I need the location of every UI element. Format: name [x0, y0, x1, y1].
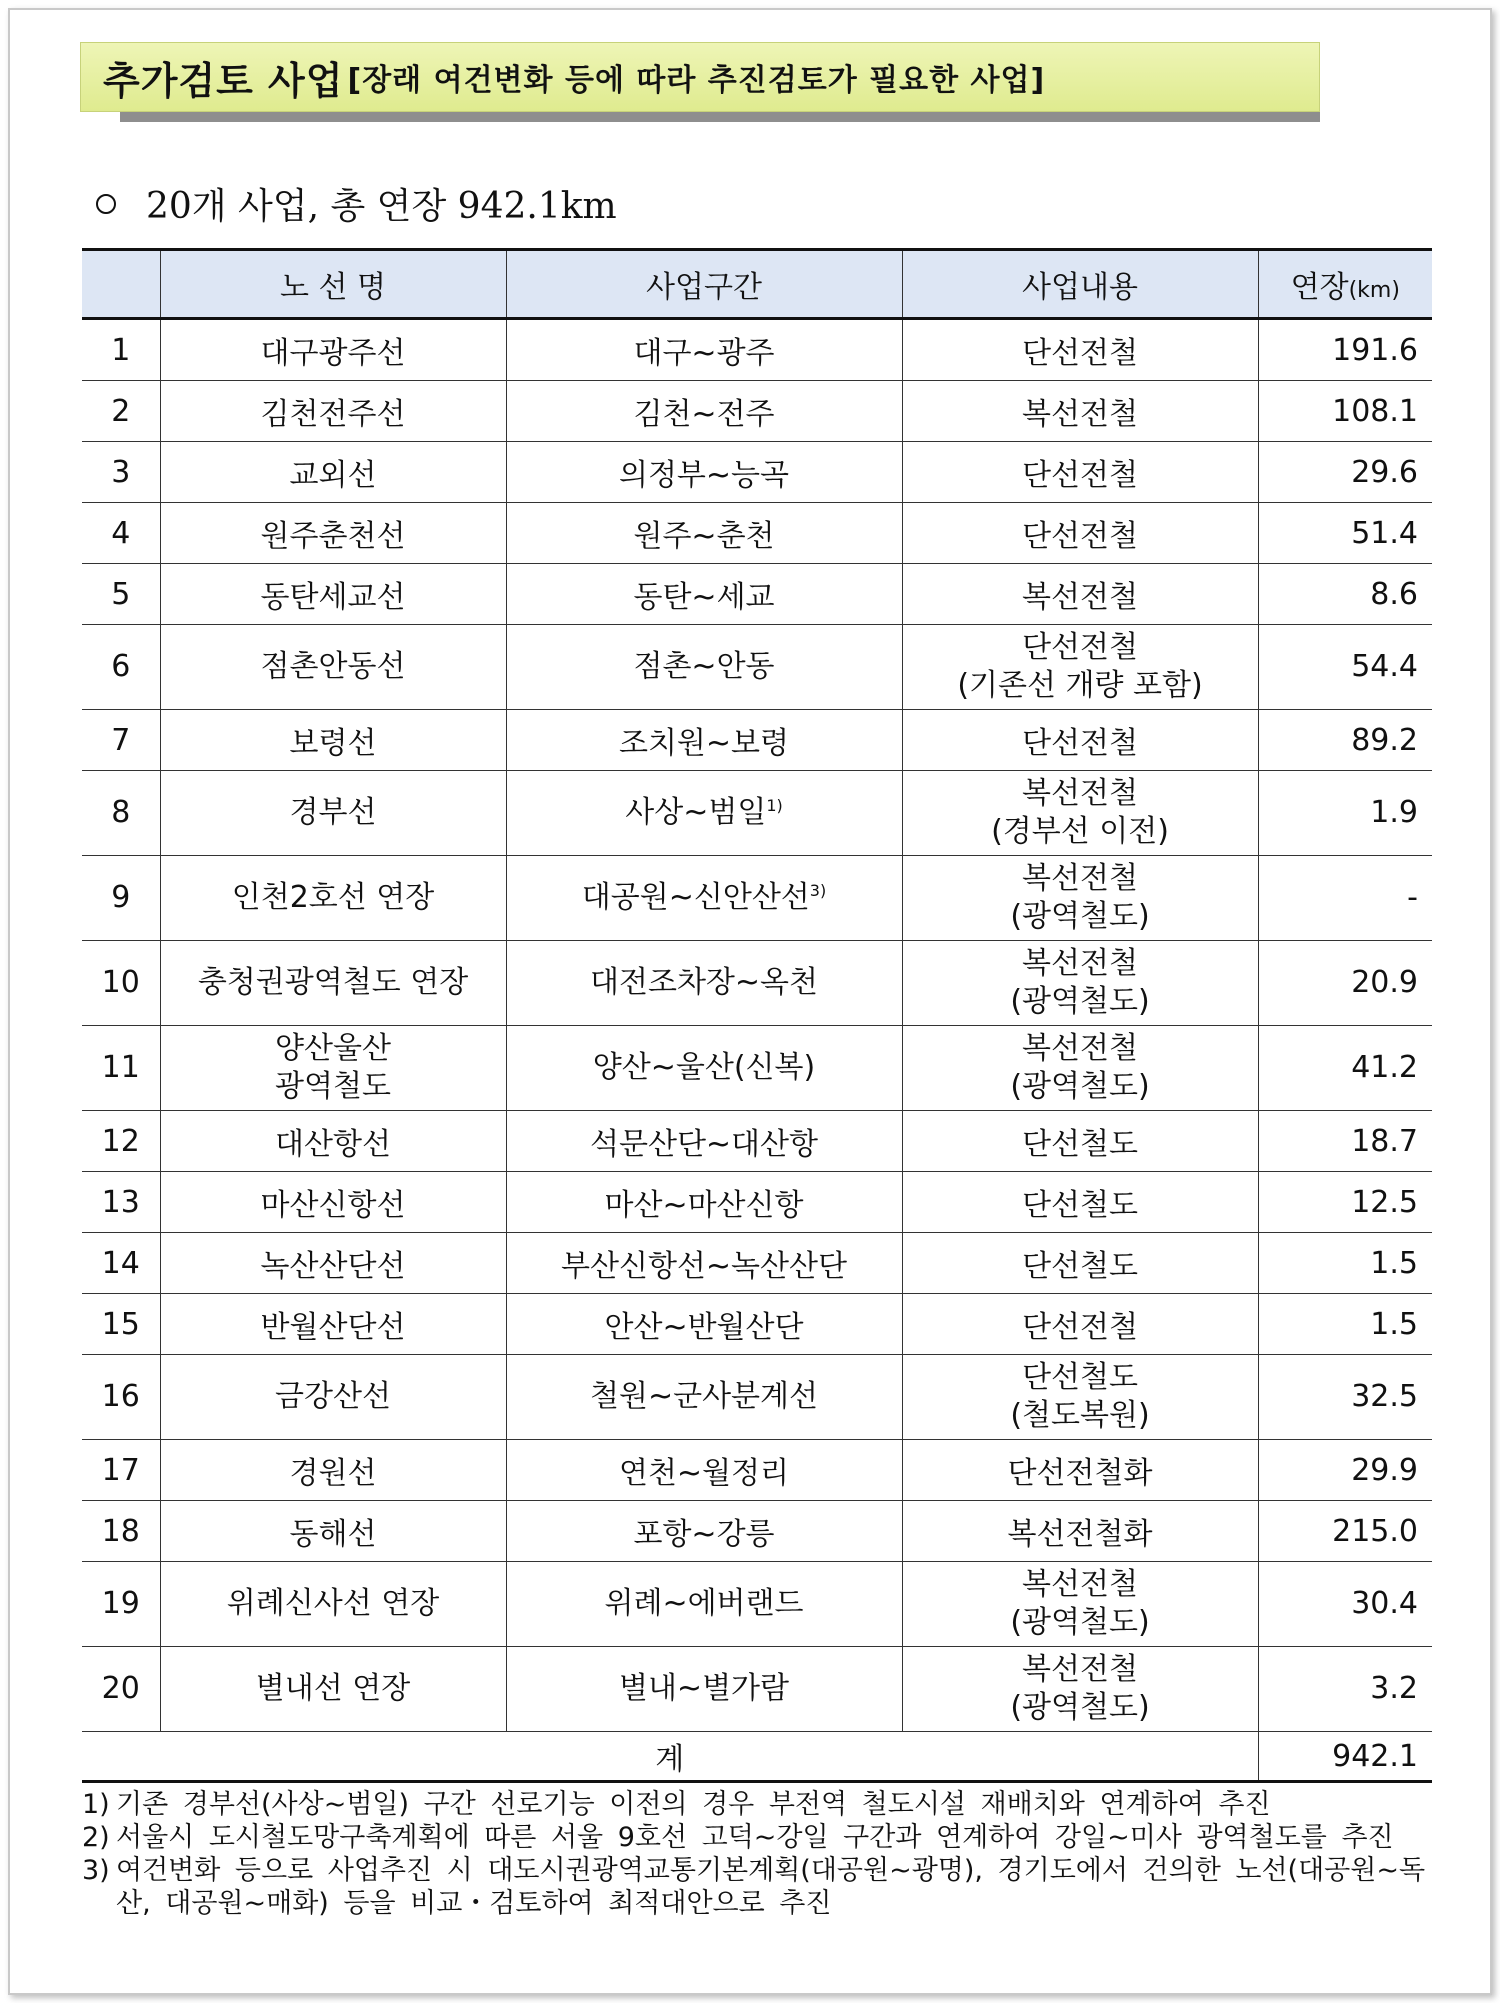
cell-section	[506, 941, 902, 1026]
cell-length: 18.7	[1258, 1111, 1432, 1172]
section-text: 양산~울산(신복)	[592, 1050, 816, 1085]
content-text: 단선전철	[1022, 458, 1138, 493]
table-row	[82, 1111, 1432, 1172]
header-route: 노 선 명	[160, 250, 506, 319]
header-section: 사업구간	[506, 250, 902, 319]
project-table	[82, 248, 1432, 1783]
cell-content	[902, 1501, 1258, 1562]
content-text: 복선전철	[1022, 397, 1138, 432]
cell-no: 15	[82, 1294, 160, 1355]
cell-content	[902, 1294, 1258, 1355]
table-row	[82, 1294, 1432, 1355]
cell-section	[506, 1562, 902, 1647]
section-text: 대전조차장~옥천	[590, 965, 818, 1000]
route-name: 녹산산단선	[260, 1249, 406, 1284]
content-note: (광역철도)	[1010, 899, 1150, 934]
table-row	[82, 1501, 1432, 1562]
header-length-label: 연장	[1290, 270, 1349, 305]
section-text: 김천~전주	[633, 397, 775, 432]
cell-section	[506, 1026, 902, 1111]
footnote-number: 2)	[82, 1822, 110, 1853]
table-row	[82, 771, 1432, 856]
table-header-row	[82, 250, 1432, 319]
cell-no: 19	[82, 1562, 160, 1647]
section-text: 대공원~신안산선	[581, 880, 810, 915]
cell-no: 5	[82, 564, 160, 625]
cell-section	[506, 1501, 902, 1562]
section-text: 부산신항선~녹산산단	[561, 1249, 847, 1284]
cell-section	[506, 1111, 902, 1172]
cell-content	[902, 710, 1258, 771]
section-text: 별내~별가람	[618, 1671, 790, 1706]
cell-route	[160, 381, 506, 442]
cell-route	[160, 625, 506, 710]
cell-no: 18	[82, 1501, 160, 1562]
cell-content	[902, 625, 1258, 710]
cell-no: 17	[82, 1440, 160, 1501]
content-text: 단선전철	[1022, 1310, 1138, 1345]
header-length	[1258, 250, 1432, 319]
cell-content	[902, 1562, 1258, 1647]
content-text: 단선전철	[1022, 630, 1138, 665]
section-text: 사상~범일	[625, 795, 767, 830]
cell-section	[506, 1172, 902, 1233]
content-note: (광역철도)	[1010, 984, 1150, 1019]
cell-section	[506, 1233, 902, 1294]
footnote-marker: 1)	[766, 796, 783, 815]
header-no	[82, 250, 160, 319]
cell-route	[160, 319, 506, 381]
table-row	[82, 1233, 1432, 1294]
cell-no: 6	[82, 625, 160, 710]
content-note: (경부선 이전)	[991, 814, 1169, 849]
section-text: 철원~군사분계선	[590, 1379, 818, 1414]
table-row	[82, 1172, 1432, 1233]
route-name: 충청권광역철도 연장	[197, 965, 469, 1000]
cell-route	[160, 771, 506, 856]
content-text: 복선전철	[1022, 776, 1138, 811]
footnote-3	[82, 1854, 1442, 1920]
footnotes	[82, 1788, 1442, 1920]
route-name: 위례신사선 연장	[226, 1586, 440, 1621]
cell-no: 20	[82, 1647, 160, 1732]
cell-length: 8.6	[1258, 564, 1432, 625]
table-row	[82, 381, 1432, 442]
route-name: 교외선	[289, 458, 377, 493]
section-banner	[80, 42, 1320, 122]
route-name: 점촌안동선	[260, 649, 406, 684]
cell-content	[902, 1111, 1258, 1172]
cell-no: 4	[82, 503, 160, 564]
table-row	[82, 1440, 1432, 1501]
circle-bullet-icon	[96, 194, 116, 214]
cell-section	[506, 771, 902, 856]
table-row	[82, 442, 1432, 503]
cell-no: 13	[82, 1172, 160, 1233]
route-name: 양산울산	[275, 1031, 391, 1066]
cell-section	[506, 564, 902, 625]
cell-no: 11	[82, 1026, 160, 1111]
route-name: 동해선	[289, 1517, 377, 1552]
route-name-line2: 광역철도	[275, 1069, 391, 1104]
section-text: 의정부~능곡	[618, 458, 790, 493]
content-text: 복선전철	[1022, 1567, 1138, 1602]
cell-section	[506, 442, 902, 503]
cell-content	[902, 941, 1258, 1026]
route-name: 별내선 연장	[255, 1671, 411, 1706]
content-text: 복선전철	[1022, 1652, 1138, 1687]
table-row	[82, 503, 1432, 564]
route-name: 원주춘천선	[260, 519, 406, 554]
cell-content	[902, 442, 1258, 503]
footnote-text: 기존 경부선(사상~범일) 구간 선로기능 이전의 경우 부전역 철도시설 재배치와 연계하여 추진	[116, 1789, 1271, 1820]
summary-line	[96, 178, 617, 229]
cell-route	[160, 1501, 506, 1562]
footnote-number: 3)	[82, 1855, 110, 1886]
summary-text: 20개 사업, 총 연장 942.1km	[146, 186, 617, 227]
cell-route	[160, 710, 506, 771]
cell-route	[160, 1026, 506, 1111]
cell-route	[160, 1172, 506, 1233]
cell-route	[160, 856, 506, 941]
content-text: 복선전철	[1022, 946, 1138, 981]
cell-route	[160, 442, 506, 503]
cell-no: 8	[82, 771, 160, 856]
route-name: 대구광주선	[260, 336, 406, 371]
cell-content	[902, 771, 1258, 856]
footnote-1	[82, 1788, 1442, 1821]
cell-content	[902, 503, 1258, 564]
cell-length: 89.2	[1258, 710, 1432, 771]
cell-length: 215.0	[1258, 1501, 1432, 1562]
cell-route	[160, 1111, 506, 1172]
cell-section	[506, 1294, 902, 1355]
cell-length: 41.2	[1258, 1026, 1432, 1111]
content-text: 단선전철화	[1007, 1456, 1153, 1491]
cell-route	[160, 1440, 506, 1501]
section-text: 동탄~세교	[633, 580, 775, 615]
content-note: (광역철도)	[1010, 1069, 1150, 1104]
cell-length: 29.9	[1258, 1440, 1432, 1501]
cell-no: 3	[82, 442, 160, 503]
header-length-unit: (km)	[1348, 278, 1400, 303]
table-row	[82, 856, 1432, 941]
cell-no: 1	[82, 319, 160, 381]
content-text: 복선전철	[1022, 1031, 1138, 1066]
cell-content	[902, 1233, 1258, 1294]
content-text: 복선전철	[1022, 580, 1138, 615]
cell-content	[902, 1355, 1258, 1440]
banner-box	[80, 42, 1320, 112]
cell-content	[902, 1026, 1258, 1111]
footnote-text: 여건변화 등으로 사업추진 시 대도시권광역교통기본계획(대공원~광명), 경기도에서 건의한 노선(대공원~독산, 대공원~매화) 등을 비교・검토하여 최적대안으로 추진	[116, 1855, 1426, 1919]
cell-content	[902, 856, 1258, 941]
banner-subtitle: [장래 여건변화 등에 따라 추진검토가 필요한 사업]	[347, 63, 1046, 98]
cell-section	[506, 1440, 902, 1501]
content-note: (기존선 개량 포함)	[957, 668, 1203, 703]
cell-no: 2	[82, 381, 160, 442]
section-text: 석문산단~대산항	[590, 1127, 818, 1162]
table-row	[82, 1355, 1432, 1440]
cell-length: 29.6	[1258, 442, 1432, 503]
section-text: 마산~마산신항	[604, 1188, 804, 1223]
section-text: 원주~춘천	[633, 519, 775, 554]
cell-section	[506, 1355, 902, 1440]
table-row	[82, 1647, 1432, 1732]
route-name: 인천2호선 연장	[231, 880, 435, 915]
cell-no: 9	[82, 856, 160, 941]
route-name: 경부선	[289, 795, 377, 830]
route-name: 김천전주선	[260, 397, 406, 432]
cell-no: 14	[82, 1233, 160, 1294]
cell-length: 1.9	[1258, 771, 1432, 856]
content-text: 단선전철	[1022, 726, 1138, 761]
cell-content	[902, 1172, 1258, 1233]
content-text: 단선철도	[1022, 1188, 1138, 1223]
cell-section	[506, 710, 902, 771]
cell-route	[160, 564, 506, 625]
total-row	[82, 1732, 1432, 1782]
table-row	[82, 1026, 1432, 1111]
total-label: 계	[82, 1732, 1258, 1782]
cell-route	[160, 1233, 506, 1294]
cell-section	[506, 1647, 902, 1732]
cell-length: 191.6	[1258, 319, 1432, 381]
table-row	[82, 710, 1432, 771]
content-text: 단선철도	[1022, 1127, 1138, 1162]
content-note: (철도복원)	[1010, 1398, 1150, 1433]
cell-no: 10	[82, 941, 160, 1026]
cell-length: 3.2	[1258, 1647, 1432, 1732]
route-name: 동탄세교선	[260, 580, 406, 615]
route-name: 보령선	[289, 726, 377, 761]
footnote-number: 1)	[82, 1789, 110, 1820]
cell-section	[506, 381, 902, 442]
cell-content	[902, 1647, 1258, 1732]
content-note: (광역철도)	[1010, 1605, 1150, 1640]
section-text: 점촌~안동	[633, 649, 775, 684]
content-text: 복선전철화	[1007, 1517, 1153, 1552]
cell-no: 12	[82, 1111, 160, 1172]
content-note: (광역철도)	[1010, 1690, 1150, 1725]
cell-no: 7	[82, 710, 160, 771]
cell-length: 20.9	[1258, 941, 1432, 1026]
cell-route	[160, 941, 506, 1026]
cell-no: 16	[82, 1355, 160, 1440]
content-text: 단선전철	[1022, 336, 1138, 371]
cell-length: 32.5	[1258, 1355, 1432, 1440]
cell-content	[902, 564, 1258, 625]
table-row	[82, 1562, 1432, 1647]
cell-content	[902, 319, 1258, 381]
total-value: 942.1	[1258, 1732, 1432, 1782]
section-text: 연천~월정리	[618, 1456, 790, 1491]
cell-section	[506, 319, 902, 381]
cell-route	[160, 1562, 506, 1647]
cell-length: 30.4	[1258, 1562, 1432, 1647]
cell-length: 12.5	[1258, 1172, 1432, 1233]
footnote-marker: 3)	[809, 881, 827, 900]
cell-section	[506, 625, 902, 710]
cell-length: 1.5	[1258, 1233, 1432, 1294]
footnote-text: 서울시 도시철도망구축계획에 따른 서울 9호선 고덕~강일 구간과 연계하여 강일~미사 광역철도를 추진	[116, 1822, 1394, 1853]
cell-route	[160, 1647, 506, 1732]
table-row	[82, 564, 1432, 625]
cell-route	[160, 1294, 506, 1355]
header-content: 사업내용	[902, 250, 1258, 319]
cell-length: 1.5	[1258, 1294, 1432, 1355]
route-name: 마산신항선	[260, 1188, 406, 1223]
banner-title: 추가검토 사업	[103, 58, 344, 103]
section-text: 포항~강릉	[633, 1517, 775, 1552]
section-text: 대구~광주	[633, 336, 775, 371]
content-text: 단선철도	[1022, 1249, 1138, 1284]
content-text: 복선전철	[1022, 861, 1138, 896]
content-text: 단선전철	[1022, 519, 1138, 554]
cell-route	[160, 1355, 506, 1440]
route-name: 경원선	[289, 1456, 377, 1491]
route-name: 금강산선	[275, 1379, 391, 1414]
cell-content	[902, 1440, 1258, 1501]
cell-section	[506, 503, 902, 564]
cell-content	[902, 381, 1258, 442]
cell-section	[506, 856, 902, 941]
content-text: 단선철도	[1022, 1360, 1138, 1395]
cell-length: 54.4	[1258, 625, 1432, 710]
cell-length: 51.4	[1258, 503, 1432, 564]
section-text: 위례~에버랜드	[604, 1586, 804, 1621]
route-name: 반월산단선	[260, 1310, 406, 1345]
cell-length: -	[1258, 856, 1432, 941]
table-row	[82, 941, 1432, 1026]
table-row	[82, 625, 1432, 710]
footnote-2	[82, 1821, 1442, 1854]
route-name: 대산항선	[275, 1127, 391, 1162]
table-row	[82, 319, 1432, 381]
cell-length: 108.1	[1258, 381, 1432, 442]
section-text: 조치원~보령	[618, 726, 790, 761]
cell-route	[160, 503, 506, 564]
section-text: 안산~반월산단	[604, 1310, 804, 1345]
